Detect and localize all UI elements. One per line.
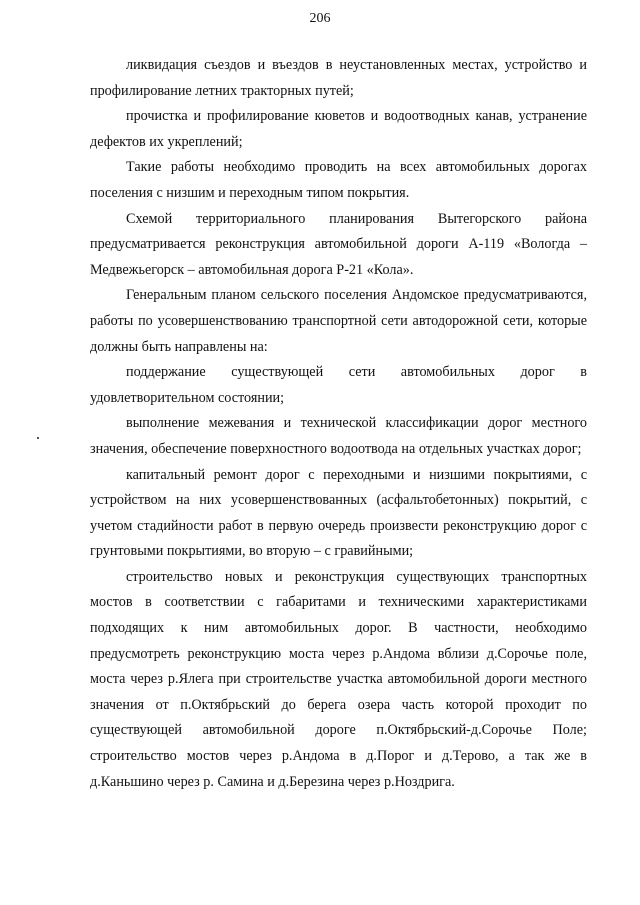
paragraph-6: поддержание существующей сети автомобильных дорог в удовлетворительном состоянии; xyxy=(90,364,587,406)
page-number: 206 xyxy=(309,11,331,26)
paragraph-5: Генеральным планом сельского поселения Андомское предусматриваются, работы по усовершенствованию транспортной сети автодорожной сети, которые должны быть направлены на: xyxy=(90,287,587,355)
paragraph-2: прочистка и профилирование кюветов и водоотводных канав, устранение дефектов их укреплений; xyxy=(90,108,587,150)
paragraph-3: Такие работы необходимо проводить на всех автомобильных дорогах поселения с низшим и переходным типом покрытия. xyxy=(90,159,587,201)
paragraph-9: строительство новых и реконструкция существующих транспортных мостов в соответствии с габаритами и техническими характеристиками подходящих к ним автомобильных дорог. В частности, необходимо предусмотреть реконструкцию моста через р.Андома вблизи д.Сорочье поле, моста через р.Ялега при строительстве участка автомобильной дороги местного значения от п.Октябрьский до берега озера часть которой проходит по существующей автомобильной дороге п.Октябрьский-д.Сорочье Поле; строительство мостов через р.Андома в д.Порог и д.Терово, а так же в д.Каньшино через р. Самина и д.Березина через р.Ноздрига. xyxy=(90,568,587,790)
paragraph-4: Схемой территориального планирования Вытегорского района предусматривается реконструкция автомобильной дороги А-119 «Вологда – Медвежьегорск – автомобильная дорога Р-21 «Кола». xyxy=(90,210,587,278)
body-text xyxy=(90,53,587,795)
scan-speck xyxy=(37,437,39,439)
paragraph-8: капитальный ремонт дорог с переходными и низшими покрытиями, с устройством на них усовершенствованных (асфальтобетонных) покрытий, с учетом стадийности работ в первую очередь произвести реконструкцию дорог с грунтовыми покрытиями, во вторую – с гравийными; xyxy=(90,466,587,560)
paragraph-7: выполнение межевания и технической классификации дорог местного значения, обеспечение поверхностного водоотвода на отдельных участках дорог; xyxy=(90,415,587,457)
paragraph-1: ликвидация съездов и въездов в неустановленных местах, устройство и профилирование летних тракторных путей; xyxy=(90,57,587,99)
